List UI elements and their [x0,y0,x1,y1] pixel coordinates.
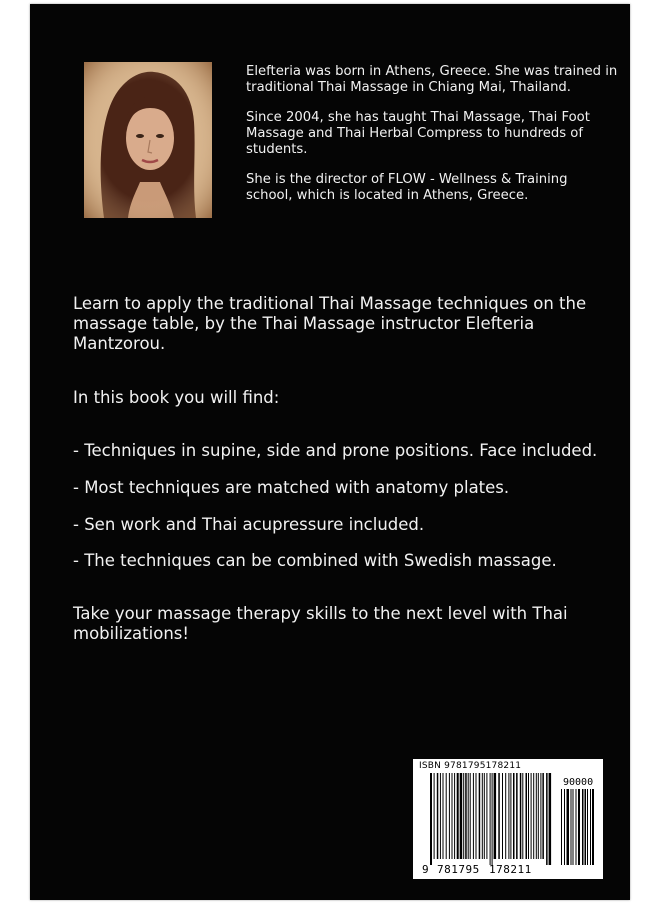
barcode-bar [440,773,441,859]
author-photo [84,62,212,218]
feature-bullet: - Techniques in supine, side and prone positions. Face included. [73,441,598,460]
barcode-bar [430,773,432,865]
description-outro: Take your massage therapy skills to the next level with Thai mobilizations! [73,604,568,643]
barcode-bar [567,789,570,865]
barcode-bar [571,789,572,865]
barcode-bar [484,773,485,859]
barcode-bar [449,773,450,859]
author-bio [246,64,618,218]
barcode-digits-right: 178211 [489,863,532,876]
barcode-bar [457,773,459,859]
barcode-digit-first: 9 [422,863,430,876]
barcode-bar [526,773,528,859]
price-code: 90000 [563,777,594,788]
barcode-bar [454,773,455,859]
barcode-bar [465,773,467,859]
barcode-bar [476,773,477,859]
barcode-bar [482,773,483,859]
barcode-bar [531,773,532,859]
isbn-barcode [413,759,603,879]
barcode-bar [573,789,574,865]
barcode-bar [468,773,469,859]
barcode-bar [549,773,552,865]
barcode-bar [498,773,500,859]
barcode-bar [463,773,464,859]
barcode-bar [452,773,453,859]
barcode-bar [502,773,503,859]
barcode-bar [460,773,463,859]
barcode-bar [561,789,562,865]
barcode-bar [508,773,509,859]
barcode-bar [522,773,523,859]
bio-paragraph: Elefteria was born in Athens, Greece. She was trained in traditional Thai Massage in Chiang Mai, Thailand. [246,64,618,95]
bio-paragraph: She is the director of FLOW - Wellness & Training school, which is located in Athens, Greece. [246,172,568,203]
barcode-bar [576,789,577,865]
barcode-bar [473,773,474,859]
barcode-bar [494,773,497,859]
barcode-bar [492,773,493,865]
barcode-bar [479,773,481,859]
back-cover [30,4,630,900]
barcode-bar [590,789,591,865]
barcode-bar [578,789,580,865]
barcode-bar [505,773,506,859]
barcode-bar [585,789,587,865]
barcode-bar [513,773,515,859]
barcode-bar [490,773,491,865]
barcode-bar [510,773,511,859]
barcode-digits-left: 781795 [437,863,480,876]
barcode-bar [486,773,487,859]
barcode-bar [437,773,439,859]
barcode-bar [434,773,435,859]
barcode-bar [470,773,471,859]
barcode-bar [528,773,529,859]
barcode-bar [520,773,522,859]
feature-bullet: - Most techniques are matched with anatomy plates. [73,478,510,497]
barcode-bar [533,773,534,859]
description-find-heading: In this book you will find: [73,388,280,407]
barcode-bar [546,773,548,865]
feature-bullet: - Sen work and Thai acupressure included. [73,515,425,534]
barcode-bar [516,773,518,859]
barcode-bar [536,773,537,859]
barcode-bar [564,789,565,865]
barcode-bar [592,789,594,865]
feature-bullet: - The techniques can be combined with Swedish massage. [73,551,557,570]
description-intro: Learn to apply the traditional Thai Massage techniques on the massage table, by the Thai Massage instructor Elefteria Mantzorou. [73,294,587,353]
barcode-bar [538,773,539,859]
barcode-bar [540,773,541,859]
barcode-bar [443,773,444,859]
barcode-bar [542,773,544,859]
barcode-bar [446,773,447,859]
isbn-label: ISBN 9781795178211 [419,761,522,771]
barcode-bar [582,789,584,865]
barcode-bar [587,789,588,865]
bio-paragraph: Since 2004, she has taught Thai Massage, Thai Foot Massage and Thai Herbal Compress to hundreds of students. [246,110,590,157]
